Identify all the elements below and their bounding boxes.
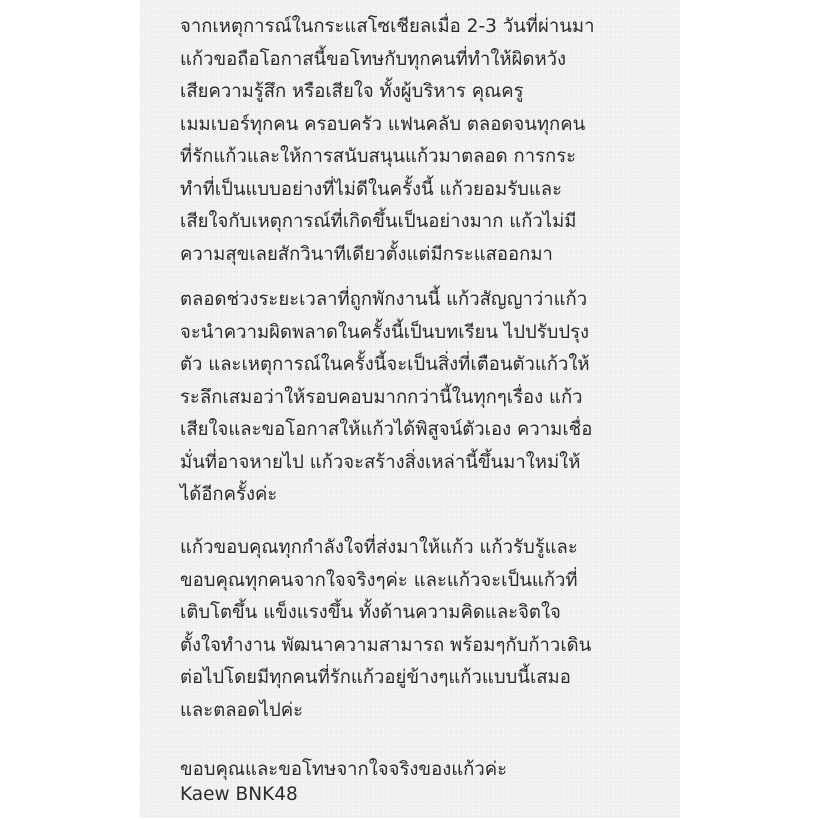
text-line: ระลึกเสมอว่าให้รอบคอบมากกว่านี้ในทุกๆเรื่อง แก้ว	[180, 386, 583, 408]
text-line: เสียใจกับเหตุการณ์ที่เกิดขึ้นเป็นอย่างมาก แก้วไม่มี	[180, 211, 577, 232]
text-line: ต่อไปโดยมีทุกคนที่รักแก้วอยู่ข้างๆแก้วแบบนี้เสมอ	[180, 667, 571, 688]
text-line: เติบโตขึ้น แข็งแรงขึ้น ทั้งด้านความคิดและจิตใจ	[180, 602, 561, 623]
note-paper	[140, 0, 680, 818]
signature-name: Kaew BNK48	[180, 784, 298, 805]
text-line: เสียใจและขอโอกาสให้แก้วได้พิสูจน์ตัวเอง ความเชื่อ	[180, 419, 593, 440]
text-line: ได้อีกครั้งค่ะ	[180, 484, 278, 505]
text-line: เมมเบอร์ทุกคน ครอบครัว แฟนคลับ ตลอดจนทุกคน	[180, 113, 586, 135]
text-line: ทำที่เป็นแบบอย่างที่ไม่ดีในครั้งนี้ แก้วยอมรับและ	[180, 178, 563, 200]
text-line: มั่นที่อาจหายไป แก้วจะสร้างสิ่งเหล่านี้ขึ้นมาใหม่ให้	[180, 451, 581, 473]
text-line: ตลอดช่วงระยะเวลาที่ถูกพักงานนี้ แก้วสัญญาว่าแก้ว	[180, 289, 588, 310]
paragraph-apology	[180, 11, 594, 271]
text-line: จะนำความผิดพลาดในครั้งนี้เป็นบทเรียน ไปปรับปรุง	[180, 321, 590, 343]
text-line: ตั้งใจทำงาน พัฒนาความสามารถ พร้อมๆกับก้าวเดิน	[180, 634, 592, 656]
text-line: ตัว และเหตุการณ์ในครั้งนี้จะเป็นสิ่งที่เตือนตัวแก้วให้	[180, 354, 590, 375]
paragraph-thanks	[180, 532, 591, 727]
signature-block	[180, 757, 507, 807]
text-line: แก้วขอบคุณทุกกำลังใจที่ส่งมาให้แก้ว แก้วรับรู้และ	[180, 537, 578, 558]
closing-line: ขอบคุณและขอโทษจากใจจริงของแก้วค่ะ	[180, 759, 508, 780]
text-line: ที่รักแก้วและให้การสนับสนุนแก้วมาตลอด การกระ	[180, 146, 577, 167]
text-line: และตลอดไปค่ะ	[180, 699, 304, 721]
text-line: เสียความรู้สึก หรือเสียใจ ทั้งผู้บริหาร คุณครู	[180, 81, 524, 102]
paragraph-promise	[180, 284, 592, 512]
text-line: แก้วขอถือโอกาสนี้ขอโทษกับทุกคนที่ทำให้ผิดหวัง	[180, 48, 567, 70]
text-line: ขอบคุณทุกคนจากใจจริงๆค่ะ และแก้วจะเป็นแก้วที่	[180, 569, 578, 591]
text-line: จากเหตุการณ์ในกระแสโซเชียลเมื่อ 2-3 วันที่ผ่านมา	[180, 16, 595, 37]
text-line: ความสุขเลยสักวินาทีเดียวตั้งแต่มีกระแสออกมา	[180, 243, 553, 265]
